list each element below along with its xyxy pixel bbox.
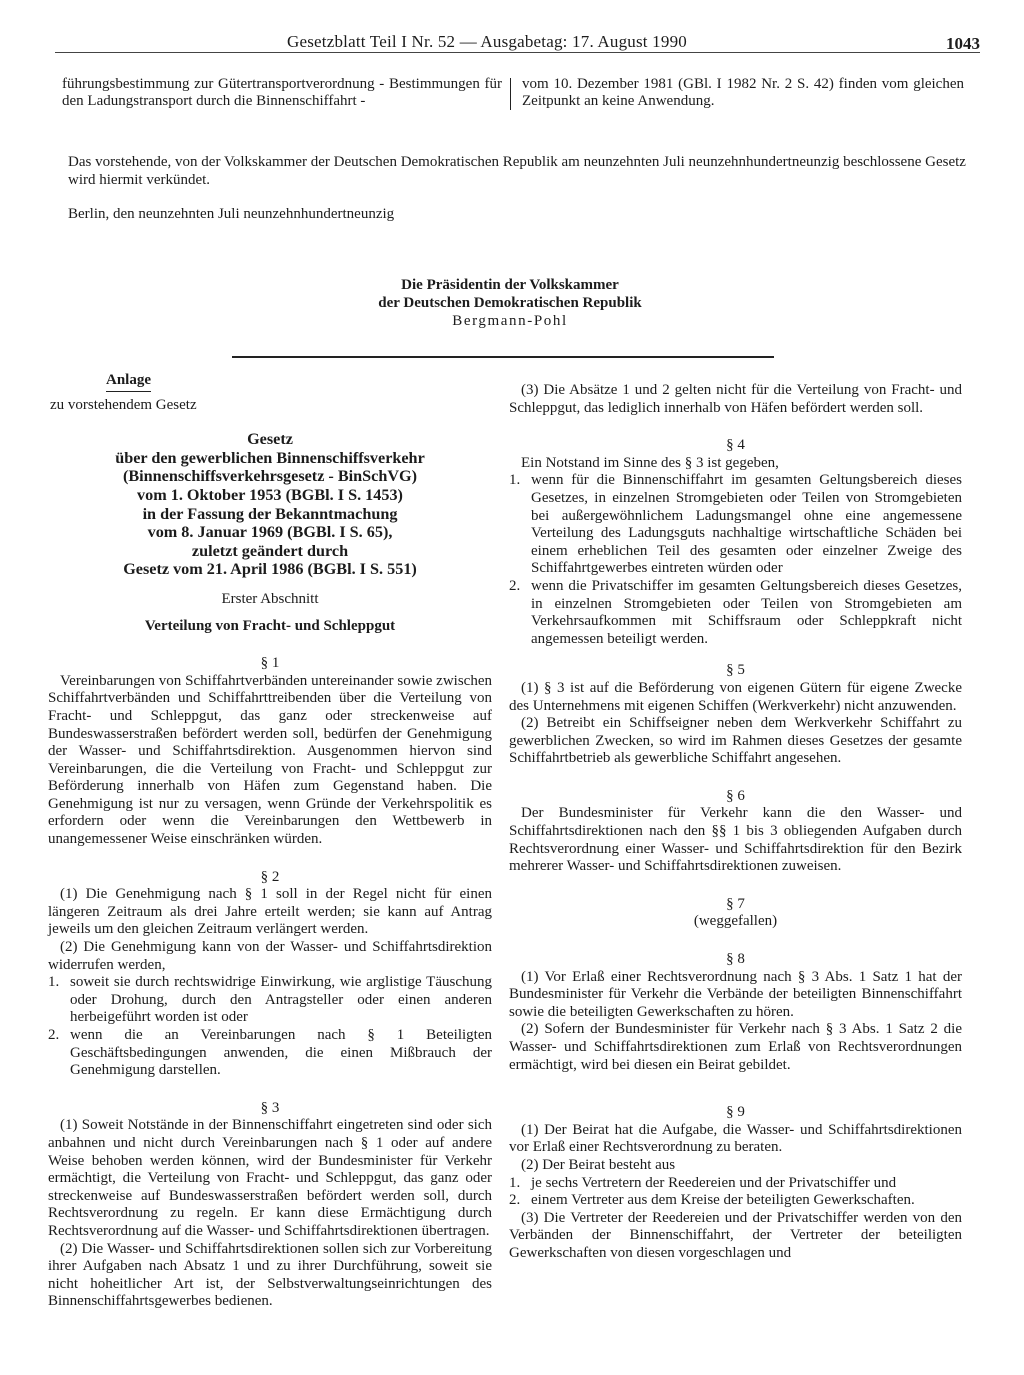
list-item — [48, 974, 492, 1027]
section-1-text: Vereinbarungen von Schiffahrtverbänden untereinander sowie zwischen Schiffahrtverbänden und Schiffahrttreibenden über die Verteilung von Fracht- und Schleppgut, das ganz oder streckenweise auf Bundeswasserstraßen befördert werden soll, bedürfen der Genehmigung der Wasser- und Schiffahrtsdirektion. Ausgenommen hiervon sind Vereinbarungen, die die Verteilung von Fracht- und Schleppgut zur Beförderung innerhalb von Häfen zum Gegenstand haben. Die Genehmigung ist nur zu versagen, wenn Gründe der Verkehrspolitik es erfordern oder wenn die Vereinbarungen den Wettbewerb in unangemessener Weise einschränken würden. — [48, 672, 492, 848]
promulgation-text: Das vorstehende, von der Volkskammer der Deutschen Demokratischen Republik am neunzehnten Juli neunzehnhundertneunzig beschlossene Gesetz wird hiermit verkündet. — [68, 154, 966, 188]
section-7-text: (weggefallen) — [693, 913, 778, 930]
section-5-para-2: (2) Betreibt ein Schiffseigner neben dem Werkverkehr Schiffahrt zu gewerblichen Zwecken, so wird im Rahmen dieses Gesetzes der gesamte Schiffahrtbetrieb als gewerbliche Schiffahrt angesehen. — [509, 715, 962, 767]
section-9-para-1: (1) Der Beirat hat die Aufgabe, die Wasser- und Schiffahrtsdirektionen vor Erlaß einer Rechtsverordnung zu beraten. — [509, 1121, 962, 1156]
page-number: 1043 — [946, 34, 980, 53]
continuation-text-left: führungsbestimmung zur Gütertransportverordnung - Bestimmungen für den Ladungstransport durch die Binnenschiffahrt - — [62, 76, 502, 109]
law-title-line: (Binnenschiffsverkehrsgesetz - BinSchVG) — [122, 467, 418, 486]
chapter-title: Verteilung von Fracht- und Schleppgut — [144, 617, 396, 634]
list-text: je sechs Vertretern der Reedereien und der Privatschiffer und — [531, 1174, 897, 1191]
left-column — [48, 372, 492, 1311]
section-heading-4: § 4 — [726, 437, 745, 454]
change-bar — [510, 78, 511, 110]
place-date: Berlin, den neunzehnten Juli neunzehnhundertneunzig — [68, 206, 395, 222]
section-9-para-3: (3) Die Vertreter der Reedereien und der Privatschiffer werden von den Verbänden der Binnenschiffahrt, der Vertreter der beteiligten Gewerkschaften von diesen vorgeschlagen und — [509, 1209, 962, 1261]
section-2-para-1: (1) Die Genehmigung nach § 1 soll in der Regel nicht für einen längeren Zeitraum als drei Jahre erteilt werden; sie kann auf Antrag jeweils um den gleichen Zeitraum verlängert werden. — [48, 886, 492, 938]
section-3-para-3: (3) Die Absätze 1 und 2 gelten nicht für die Verteilung von Fracht- und Schleppgut, das lediglich innerhalb von Häfen befördert werden soll. — [509, 382, 962, 416]
page-header — [55, 32, 980, 54]
section-8-para-2: (2) Sofern der Bundesminister für Verkehr nach § 3 Abs. 1 Satz 2 die Wasser- und Schiffahrtsdirektionen zum Erlaß von Rechtsverordnungen ermächtigt, wird bei diesen ein Beirat gebildet. — [509, 1021, 962, 1073]
list-text: wenn die an Vereinbarungen nach § 1 Beteiligten Geschäftsbedingungen anwenden, die einen Mißbrauch der Genehmigung darstellen. — [70, 1027, 492, 1079]
section-heading-8: § 8 — [726, 951, 745, 968]
list-number: 2. — [509, 577, 521, 594]
section-8-para-1: (1) Vor Erlaß einer Rechtsverordnung nach § 3 Abs. 1 Satz 1 hat der Bundesminister für Verkehr die Verbände der beteiligten Binnenschiffahrt sowie die beteiligten Gewerkschaften zu hören. — [509, 968, 962, 1020]
list-text: wenn für die Binnenschiffahrt im gesamten Geltungsbereich dieses Gesetzes, in einzelnen Stromgebieten oder Teilen von Stromgebieten bei außergewöhnlichem Ladungsmangel ohne eine angemessene Verteilung des Ladungsguts nachhaltige wirtschaftliche Schäden bei einem erheblichen Teil des gesamten oder einzelner Zweige des Schiffahrtgewerbes eintreten würden oder — [531, 472, 962, 577]
list-item — [509, 472, 962, 578]
list-number: 2. — [48, 1027, 60, 1043]
law-title-line: über den gewerblichen Binnenschiffsverkehr — [115, 448, 425, 467]
list-item — [509, 1192, 962, 1210]
section-heading-1: § 1 — [260, 655, 280, 672]
section-heading-7: § 7 — [726, 895, 745, 912]
list-text: soweit sie durch rechtswidrige Einwirkung, wie arglistige Täuschung oder Drohung, durch den Antragsteller oder einen anderen herbeigeführt worden ist oder — [70, 974, 492, 1026]
signer-name: Bergmann-Pohl — [452, 313, 568, 329]
law-title-line: vom 1. Oktober 1953 (BGBl. I S. 1453) — [137, 485, 403, 504]
section-heading-9: § 9 — [726, 1104, 745, 1121]
list-text: einem Vertreter aus dem Kreise der beteiligten Gewerkschaften. — [531, 1192, 915, 1209]
anlage-label: Anlage — [106, 372, 151, 392]
list-number: 1. — [509, 1174, 521, 1191]
law-title-line: Gesetz — [247, 430, 293, 449]
anlage-subtitle: zu vorstehendem Gesetz — [50, 396, 197, 413]
law-title-line: in der Fassung der Bekanntmachung — [142, 504, 398, 523]
section-6-text: Der Bundesminister für Verkehr kann die den Wasser- und Schiffahrtsdirektionen nach den §§ 1 bis 3 obliegenden Aufgaben durch Rechtsverordnung einer Wasser- und Schiffahrtsdirektion für den Bezirk mehrerer Wasser- und Schiffahrtsdirektionen zuweisen. — [509, 805, 962, 875]
section-heading-5: § 5 — [726, 662, 745, 679]
signature-title-1: Die Präsidentin der Volkskammer — [401, 277, 619, 293]
section-3-para-2: (2) Die Wasser- und Schiffahrtsdirektionen sollen sich zur Vorbereitung ihrer Aufgaben nach Absatz 1 und zu ihrer Durchführung, soweit sie nicht hoheitlicher Art ist, der Selbstverwaltungseinrichtungen des Binnenschiffahrtsgewerbes bedienen. — [48, 1240, 492, 1310]
section-2-para-2: (2) Die Genehmigung kann von der Wasser- und Schiffahrtsdirektion widerrufen werden, — [48, 939, 492, 973]
signature-title-2: der Deutschen Demokratischen Republik — [378, 295, 642, 311]
continuation-text-right: vom 10. Dezember 1981 (GBl. I 1982 Nr. 2 S. 42) finden vom gleichen Zeitpunkt an keine Anwendung. — [522, 76, 964, 109]
list-number: 1. — [509, 472, 521, 489]
section-heading-2: § 2 — [260, 868, 280, 885]
list-text: wenn die Privatschiffer im gesamten Geltungsbereich dieses Gesetzes, in einzelnen Stromgebieten oder Teilen von Stromgebieten am Verkehrsaufkommen mit Schiffsraum oder Schleppkraft nicht angemessen beteiligt werden. — [531, 577, 962, 647]
list-item — [509, 1175, 962, 1193]
law-title-line: vom 8. Januar 1969 (BGBl. I S. 65), — [147, 523, 393, 542]
section-heading-3: § 3 — [260, 1099, 280, 1116]
list-number: 1. — [48, 974, 60, 991]
law-title-line: Gesetz vom 21. April 1986 (BGBl. I S. 551) — [123, 560, 417, 579]
signature-block — [300, 276, 720, 330]
list-number: 2. — [509, 1192, 521, 1209]
header-rule — [55, 52, 980, 53]
section-3-para-1: (1) Soweit Notstände in der Binnenschiffahrt eingetreten sind oder sich anbahnen und nicht durch Vereinbarungen nach § 1 oder auf andere Weise behoben werden können, wird der Bundesminister für Verkehr ermächtigt, die Verteilung von Fracht- und Schleppgut, das ganz oder streckenweise auf Bundeswasserstraßen befördert werden soll, durch Rechtsverordnung zu regeln. Er kann diese Ermächtigung durch Rechtsverordnung auf die Wasser- und Schiffahrtsdirektionen übertragen. — [48, 1117, 492, 1239]
section-5-para-1: (1) § 3 ist auf die Beförderung von eigenen Gütern für eigene Zwecke des Unternehmens mit eigenen Schiffen (Werkverkehr) nicht anzuwenden. — [509, 679, 962, 714]
section-4-intro: Ein Notstand im Sinne des § 3 ist gegeben, — [521, 454, 779, 471]
header-title: Gesetzblatt Teil I Nr. 52 — Ausgabetag: 17. August 1990 — [287, 32, 687, 51]
law-title — [48, 430, 492, 579]
section-heading-6: § 6 — [726, 787, 745, 804]
law-title-line: zuletzt geändert durch — [191, 541, 349, 560]
separator-rule — [232, 356, 774, 358]
chapter-label: Erster Abschnitt — [221, 590, 319, 607]
section-9-para-2: (2) Der Beirat besteht aus — [521, 1156, 676, 1173]
list-item — [509, 578, 962, 648]
right-column — [509, 382, 962, 1263]
list-item — [48, 1027, 492, 1080]
